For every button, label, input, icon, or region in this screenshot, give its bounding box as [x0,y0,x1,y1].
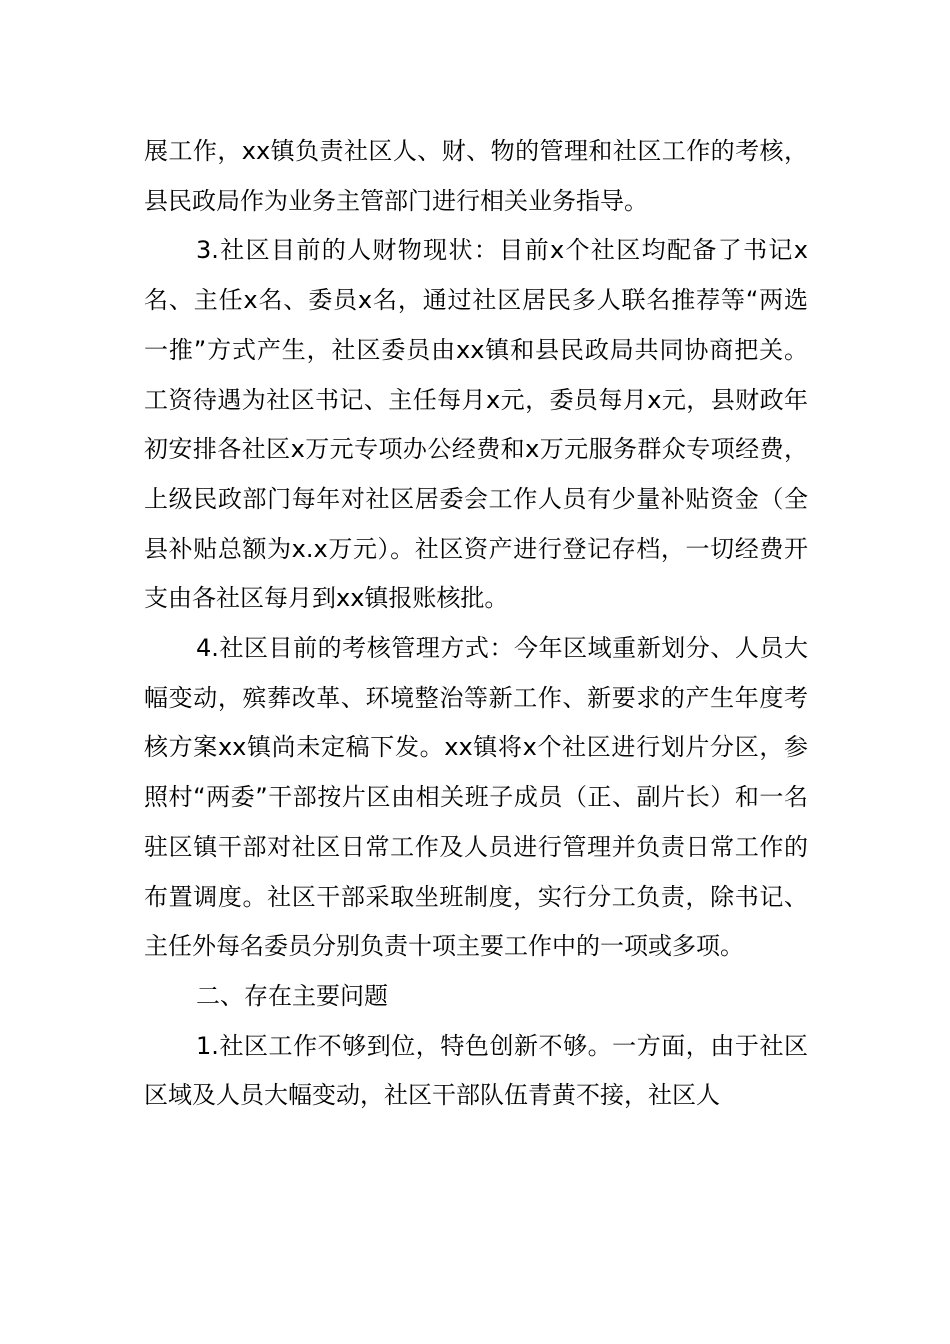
paragraph-continuation: 展工作，xx镇负责社区人、财、物的管理和社区工作的考核，县民政局作为业务主管部门进行相关业务指导。 [144,137,808,215]
paragraph-assessment-management: 4.社区目前的考核管理方式：今年区域重新划分、人员大幅变动，殡葬改革、环境整治等新工作、新要求的产生年度考核方案xx镇尚未定稿下发。xx镇将x个社区进行划片分区，参照村“两委”干部按片区由相关班子成员（正、副片长）和一名驻区镇干部对社区日常工作及人员进行管理并负责日常工作的布置调度。社区干部采取坐班制度，实行分工负责，除书记、主任外每名委员分别负责十项主要工作中的一项或多项。 [144,634,808,961]
paragraph-staffing-status: 3.社区目前的人财物现状：目前x个社区均配备了书记x名、主任x名、委员x名，通过社区居民多人联名推荐等“两选一推”方式产生，社区委员由xx镇和县民政局共同协商把关。工资待遇为社区书记、主任每月x元，委员每月x元，县财政年初安排各社区x万元专项办公经费和x万元服务群众专项经费，上级民政部门每年对社区居委会工作人员有少量补贴资金（全县补贴总额为x.x万元）。社区资产进行登记存档，一切经费开支由各社区每月到xx镇报账核批。 [144,236,808,613]
document-body [144,127,808,1121]
section-heading-main-problems: 二、存在主要问题 [196,981,388,1010]
paragraph-problem-1: 1.社区工作不够到位，特色创新不够。一方面，由于社区区域及人员大幅变动，社区干部队伍青黄不接，社区人 [144,1031,808,1110]
